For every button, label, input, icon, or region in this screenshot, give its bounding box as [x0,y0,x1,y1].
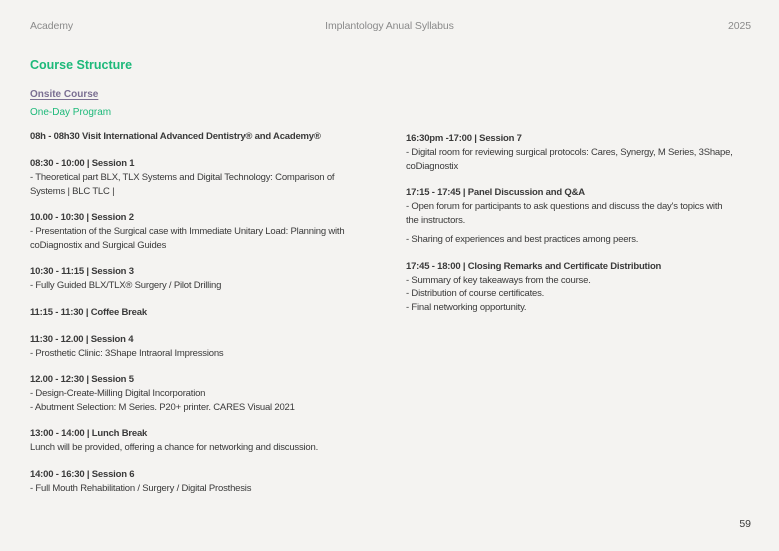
header-brand: Academy [30,20,74,32]
schedule-item [406,132,751,173]
schedule-item [30,265,375,293]
schedule-item-line: Systems | BLC TLC | [30,185,115,197]
page-number: 59 [739,518,751,530]
schedule-item [406,186,751,247]
schedule-item-line: - Design-Create-Milling Digital Incorporation [30,388,206,399]
schedule-item-line: - Sharing of experiences and best practices among peers. [406,234,639,245]
schedule-right-column [406,132,751,327]
schedule-item-line: Lunch will be provided, offering a chance for networking and discussion. [30,442,319,453]
schedule-item-title: 17:15 - 17:45 | Panel Discussion and Q&A [406,187,585,198]
schedule-item-title: 08:30 - 10:00 | Session 1 [30,158,135,169]
section-title: Course Structure [30,58,133,72]
schedule-item [30,373,375,414]
schedule-item-title: 11:15 - 11:30 | Coffee Break [30,306,147,318]
header-year: 2025 [728,20,751,32]
schedule-item-title: 10:30 - 11:15 | Session 3 [30,266,134,277]
schedule-item-title: 08h - 08h30 Visit International Advanced Dentistry® and Academy® [30,131,321,142]
schedule-item-title: 10.00 - 10:30 | Session 2 [30,212,134,223]
schedule-item [30,306,375,320]
schedule-item-title: 14:00 - 16:30 | Session 6 [30,468,135,480]
schedule-item-line: coDiagnostix [406,160,458,172]
schedule-item-line: - Fully Guided BLX/TLX® Surgery / Pilot Drilling [30,280,222,291]
schedule-item-line: - Distribution of course certificates. [406,288,545,299]
schedule-item-title: 12.00 - 12:30 | Session 5 [30,374,134,385]
schedule-item-line: - Prosthetic Clinic: 3Shape Intraoral Impressions [30,347,224,359]
schedule-item [30,157,375,198]
schedule-item-title: 13:00 - 14:00 | Lunch Break [30,428,148,439]
schedule-left-column [30,130,375,508]
schedule-item-title: 17:45 - 18:00 | Closing Remarks and Certificate Distribution [406,260,662,272]
header-document-title: Implantology Anual Syllabus [325,20,454,32]
schedule-item-line: - Abutment Selection: M Series. P20+ printer. CARES Visual 2021 [30,401,295,413]
schedule-item-title: 16:30pm -17:00 | Session 7 [406,133,522,144]
schedule-item [30,130,375,144]
schedule-item [30,427,375,455]
schedule-item-line: coDiagnostix and Surgical Guides [30,239,167,251]
schedule-item-line: - Final networking opportunity. [406,301,527,313]
schedule-item-title: 11:30 - 12.00 | Session 4 [30,333,134,345]
schedule-item [30,333,375,361]
schedule-item-line: the instructors. [406,214,466,226]
schedule-item [30,211,375,252]
schedule-item-line: - Full Mouth Rehabilitation / Surgery / Digital Prosthesis [30,482,252,494]
schedule-item [406,260,751,315]
onsite-course-label: Onsite Course [30,89,99,100]
schedule-item [30,468,375,496]
schedule-item-line: - Open forum for participants to ask questions and discuss the day's topics with [406,201,723,212]
schedule-item-line: - Presentation of the Surgical case with Immediate Unitary Load: Planning with [30,226,345,237]
schedule-item-line: - Summary of key takeaways from the course. [406,274,591,286]
schedule-item-line: - Theoretical part BLX, TLX Systems and Digital Technology: Comparison of [30,172,335,183]
program-label: One-Day Program [30,107,112,118]
schedule-item-line: - Digital room for reviewing surgical protocols: Cares, Synergy, M Series, 3Shape, [406,147,733,158]
